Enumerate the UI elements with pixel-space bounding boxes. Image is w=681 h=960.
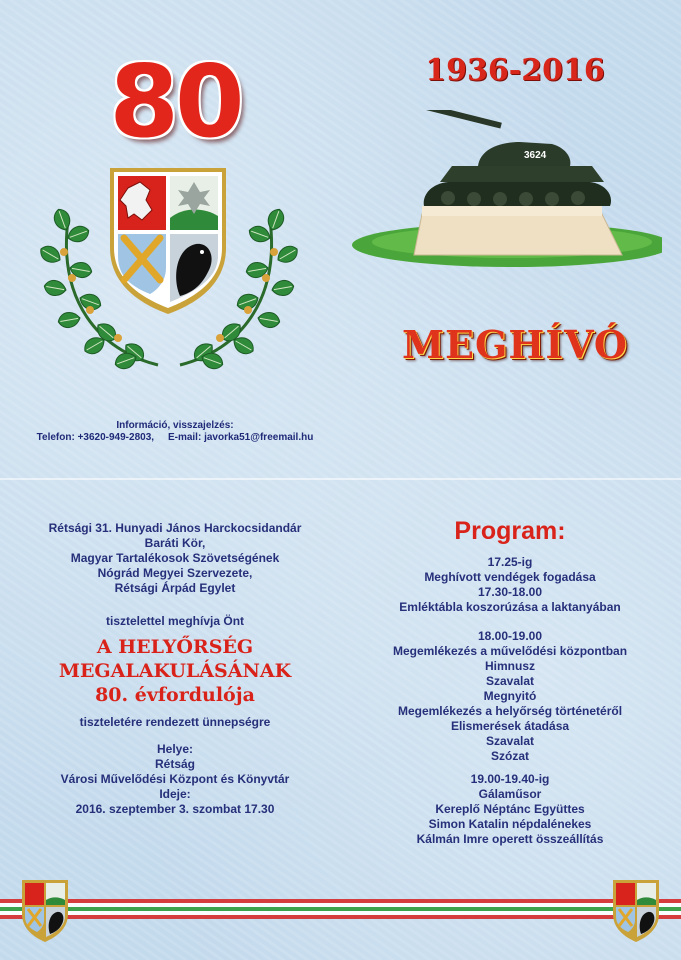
program-item: Simon Katalin népdalénekes [428, 817, 592, 831]
program-time: 17.30-18.00 [477, 585, 543, 599]
program-item: Megemlékezés a művelődési központban [392, 644, 628, 658]
event-headline-2: MEGALAKULÁSÁNAK [58, 660, 292, 682]
program-item: Kereplő Néptánc Együttes [435, 802, 585, 816]
contact-label: Információ, visszajelzés: [116, 420, 234, 431]
place-venue: Városi Művelődési Központ és Könyvtár [60, 772, 290, 786]
program-item: Himnusz [484, 659, 535, 673]
program-time: 17.25-ig [487, 555, 533, 569]
tank-monument-image [352, 110, 662, 270]
event-headline-1: A HELYŐRSÉG [96, 636, 254, 658]
tricolor-band [0, 899, 681, 919]
contact-line [20, 432, 330, 444]
coat-of-arms-wreath [38, 160, 300, 380]
time-label: Ideje: [159, 787, 191, 801]
anniversary-number: 80 [109, 43, 241, 160]
program-item: Elismerések átadása [450, 719, 570, 733]
program-time: 19.00-19.40-ig [470, 772, 550, 786]
host-line: Nógrád Megyei Szervezete, [97, 566, 253, 580]
program-item: Emléktábla koszorúzása a laktanyában [399, 600, 621, 614]
invitation-title: MEGHÍVÓ [401, 322, 629, 367]
tank-number: 3624 [524, 150, 547, 161]
program-section [355, 515, 665, 847]
invitation-line: tisztelettel meghívja Önt [105, 614, 245, 628]
occasion-line: tiszteletére rendezett ünnepségre [79, 715, 271, 729]
program-item: Megnyitó [483, 689, 537, 703]
host-line: Rétsági Árpád Egylet [114, 581, 236, 595]
place-label: Helye: [156, 742, 194, 756]
fold-line [0, 478, 681, 480]
place-city: Rétság [154, 757, 195, 771]
small-coat-of-arms-left [22, 880, 68, 942]
contact-info [20, 420, 330, 444]
program-time: 18.00-19.00 [477, 629, 543, 643]
invitation-text [25, 521, 325, 817]
contact-email[interactable]: E-mail: javorka51@freemail.hu [167, 432, 314, 443]
contact-phone: Telefon: +3620-949-2803, [36, 432, 155, 443]
years-range: 1936-2016 [425, 53, 605, 88]
program-item: Szavalat [485, 674, 535, 688]
program-item: Meghívott vendégek fogadása [424, 570, 596, 584]
small-coat-of-arms-right [613, 880, 659, 942]
event-headline-3: 80. évfordulója [95, 684, 255, 706]
program-item: Szózat [490, 749, 529, 763]
host-line: Baráti Kör, [144, 536, 206, 550]
host-line: Magyar Tartalékosok Szövetségének [70, 551, 280, 565]
program-item: Megemlékezés a helyőrség történetéről [397, 704, 623, 718]
program-item: Kálmán Imre operett összeállítás [416, 832, 604, 846]
program-title: Program: [454, 517, 566, 545]
event-time: 2016. szeptember 3. szombat 17.30 [75, 802, 275, 816]
host-line: Rétsági 31. Hunyadi János Harckocsidandár [48, 521, 302, 535]
program-item: Szavalat [485, 734, 535, 748]
program-item: Gálaműsor [478, 787, 542, 801]
